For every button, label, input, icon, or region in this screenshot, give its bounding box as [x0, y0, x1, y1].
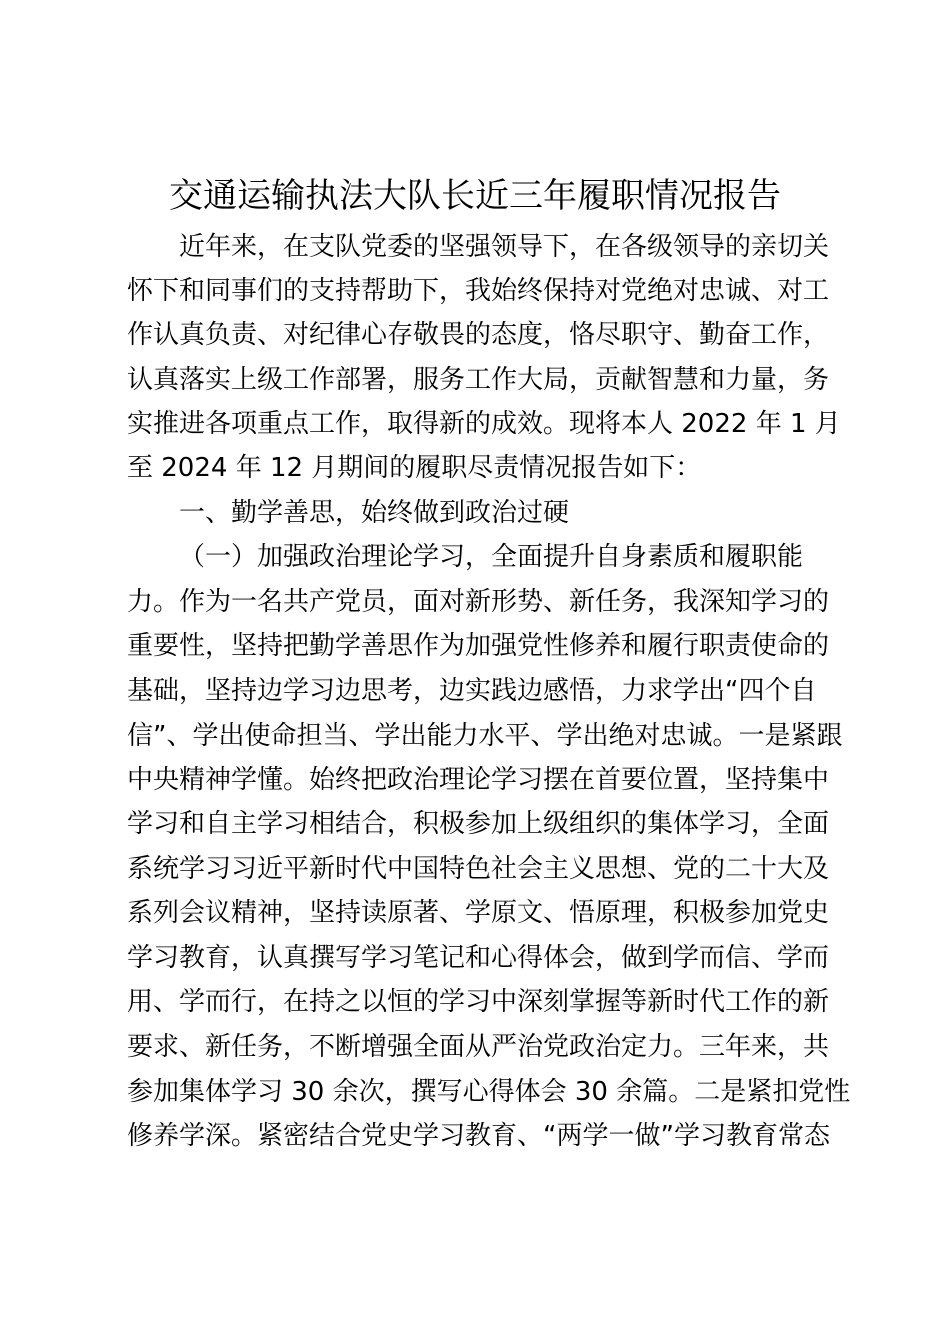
paragraph-line: 要求、新任务，不断增强全面从严治党政治定力。三年来，共 [127, 1032, 830, 1062]
paragraph-line: 修养学深。紧密结合党史学习教育、“两学一做”学习教育常态 [127, 1121, 830, 1151]
paragraph-line: 系统学习习近平新时代中国特色社会主义思想、党的二十大及 [127, 854, 830, 884]
paragraph-line: 参加集体学习 30 余次，撰写心得体会 30 余篇。二是紧扣党性 [127, 1077, 851, 1107]
paragraph-line: 近年来，在支队党委的坚强领导下，在各级领导的亲切关 [179, 232, 830, 262]
paragraph-line: 重要性，坚持把勤学善思作为加强党性修养和履行职责使命的 [127, 631, 830, 661]
paragraph-line: 至 2024 年 12 月期间的履职尽责情况报告如下： [127, 453, 702, 483]
paragraph-line: 实推进各项重点工作，取得新的成效。现将本人 2022 年 1 月 [127, 409, 841, 439]
document-title: 交通运输执法大队长近三年履职情况报告 [169, 176, 781, 216]
paragraph-line: 学习和自主学习相结合，积极参加上级组织的集体学习，全面 [127, 809, 830, 839]
paragraph-line: 力。作为一名共产党员，面对新形势、新任务，我深知学习的 [127, 587, 830, 617]
paragraph-line: 信”、学出使命担当、学出能力水平、学出绝对忠诚。一是紧跟 [127, 721, 843, 751]
section-heading: 一、勤学善思，始终做到政治过硬 [179, 498, 570, 528]
paragraph-line: 基础，坚持边学习边思考，边实践边感悟，力求学出“四个自 [127, 676, 817, 706]
paragraph-line: 怀下和同事们的支持帮助下，我始终保持对党绝对忠诚、对工 [127, 276, 830, 306]
paragraph-line: 系列会议精神，坚持读原著、学原文、悟原理，积极参加党史 [127, 898, 830, 928]
paragraph-line: 学习教育，认真撰写学习笔记和心得体会，做到学而信、学而 [127, 943, 830, 973]
paragraph-line: 认真落实上级工作部署，服务工作大局，贡献智慧和力量，务 [127, 365, 830, 395]
paragraph-line: 作认真负责、对纪律心存敬畏的态度，恪尽职守、勤奋工作， [127, 320, 830, 350]
paragraph-line: 中央精神学懂。始终把政治理论学习摆在首要位置，坚持集中 [127, 765, 830, 795]
subsection-heading-line: （一）加强政治理论学习，全面提升自身素质和履职能 [179, 542, 804, 572]
paragraph-line: 用、学而行，在持之以恒的学习中深刻掌握等新时代工作的新 [127, 987, 830, 1017]
